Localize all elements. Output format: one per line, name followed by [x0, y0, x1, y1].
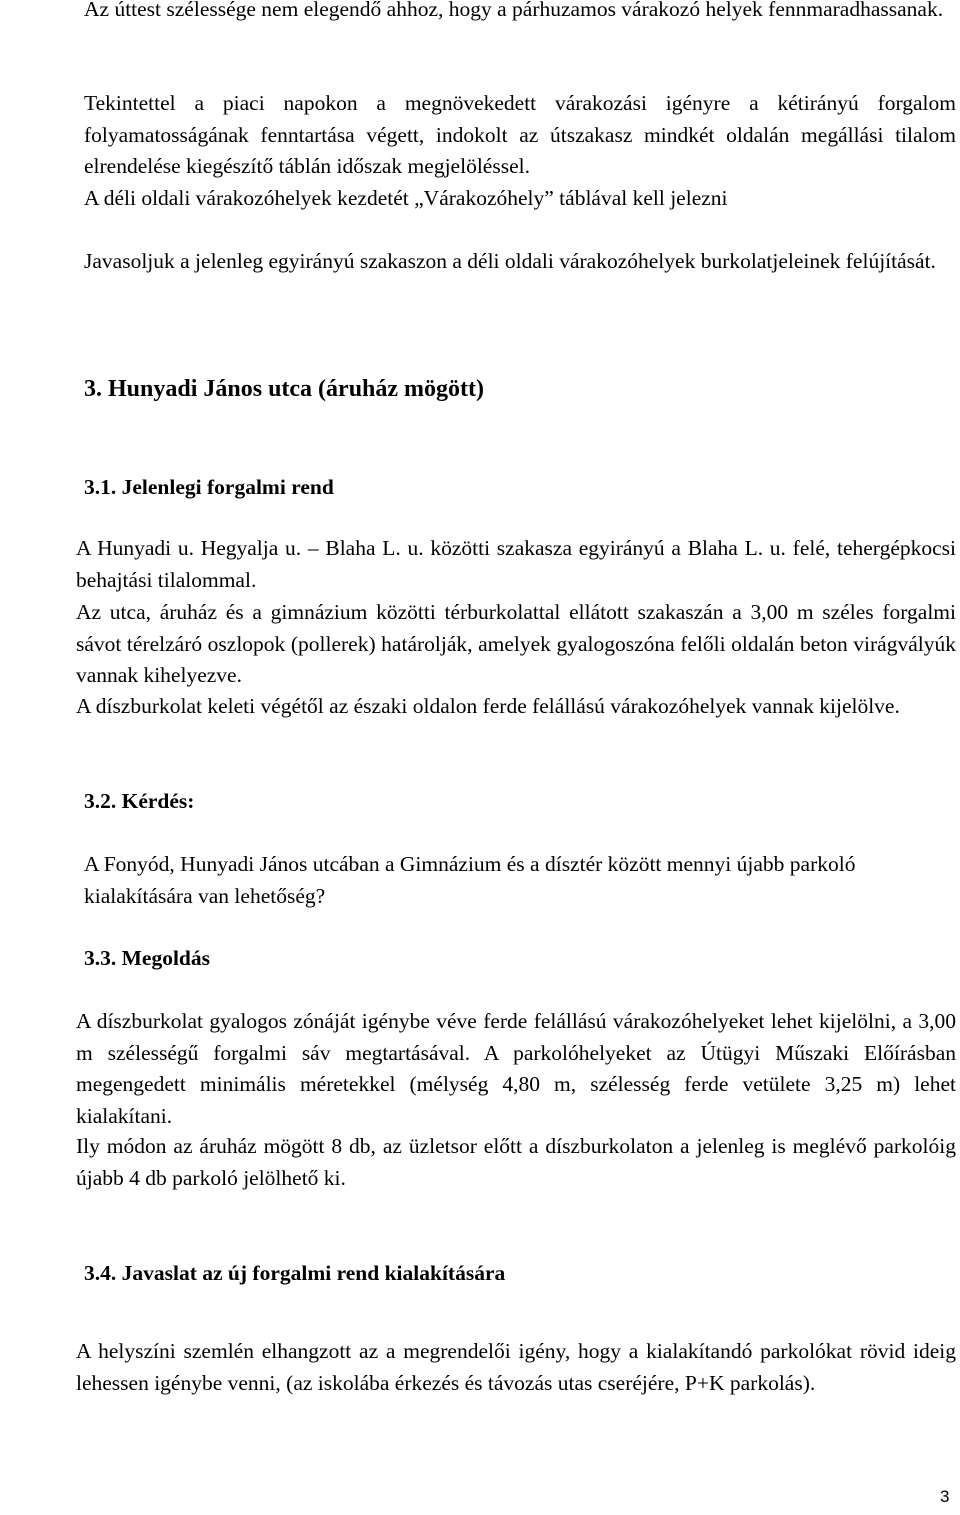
paragraph-market-days: Tekintettel a piaci napokon a megnövekedett várakozási igényre a kétirányú forgalom folyamatosságának fenntartása végett, indokolt az útszakasz mindkét oldalán megállási tilalom elrendelése kiegészítő táblán időszak megjelöléssel. [84, 91, 956, 178]
paragraph-question: A Fonyód, Hunyadi János utcában a Gimnázium és a dísztér között mennyi újabb parkoló kialakítására van lehetőség? [84, 852, 856, 908]
paragraph-current-traffic: A Hunyadi u. Hegyalja u. – Blaha L. u. közötti szakasza egyirányú a Blaha L. u. felé, tehergépkocsi behajtási tilalommal. [76, 536, 956, 592]
paragraph-recommendation: Javasoljuk a jelenleg egyirányú szakaszon a déli oldali várakozóhelyek burkolatjeleinek felújítását. [84, 249, 936, 273]
paragraph-street-description: Az utca, áruház és a gimnázium közötti térburkolattal ellátott szakaszán a 3,00 m széles forgalmi sávot térelzáró oszlopok (pollerek) határolják, amelyek gyalogoszóna felőli oldalán beton virágvályúk vannak kihelyezve. [76, 600, 956, 687]
subsection-heading-3-1: 3.1. Jelenlegi forgalmi rend [84, 475, 334, 499]
section-heading-3: 3. Hunyadi János utca (áruház mögött) [84, 376, 485, 402]
page-number: 3 [940, 1487, 950, 1506]
paragraph-parking-count: Ily módon az áruház mögött 8 db, az üzletsor előtt a díszburkolaton a jelenleg is meglévő parkolóig újabb 4 db parkoló jelölhető ki. [76, 1134, 956, 1190]
subsection-heading-3-2: 3.2. Kérdés: [84, 789, 195, 813]
subsection-heading-3-4: 3.4. Javaslat az új forgalmi rend kialakítására [84, 1261, 506, 1285]
subsection-heading-3-3: 3.3. Megoldás [84, 946, 211, 970]
paragraph-solution: A díszburkolat gyalogos zónáját igénybe véve ferde felállású várakozóhelyeket lehet kijelölni, a 3,00 m szélességű forgalmi sáv megtartásával. A parkolóhelyeket az Útügyi Műszaki Előírásban megengedett minimális méretekkel (mélység 4,80 m, szélesség ferde vetülete 3,25 m) lehet kialakítani. [76, 1009, 956, 1128]
paragraph-parking-width: Az úttest szélessége nem elegendő ahhoz, hogy a párhuzamos várakozó helyek fennmaradhassanak. [84, 0, 944, 21]
paragraph-client-request: A helyszíni szemlén elhangzott az a megrendelői igény, hogy a kialakítandó parkolókat rövid ideig lehessen igénybe venni, (az iskolába érkezés és távozás utas cseréjére, P+K parkolás). [76, 1339, 956, 1395]
paragraph-east-end-parking: A díszburkolat keleti végétől az északi oldalon ferde felállású várakozóhelyek vannak kijelölve. [76, 694, 900, 718]
paragraph-parking-sign: A déli oldali várakozóhelyek kezdetét „Várakozóhely” táblával kell jelezni [84, 186, 728, 210]
